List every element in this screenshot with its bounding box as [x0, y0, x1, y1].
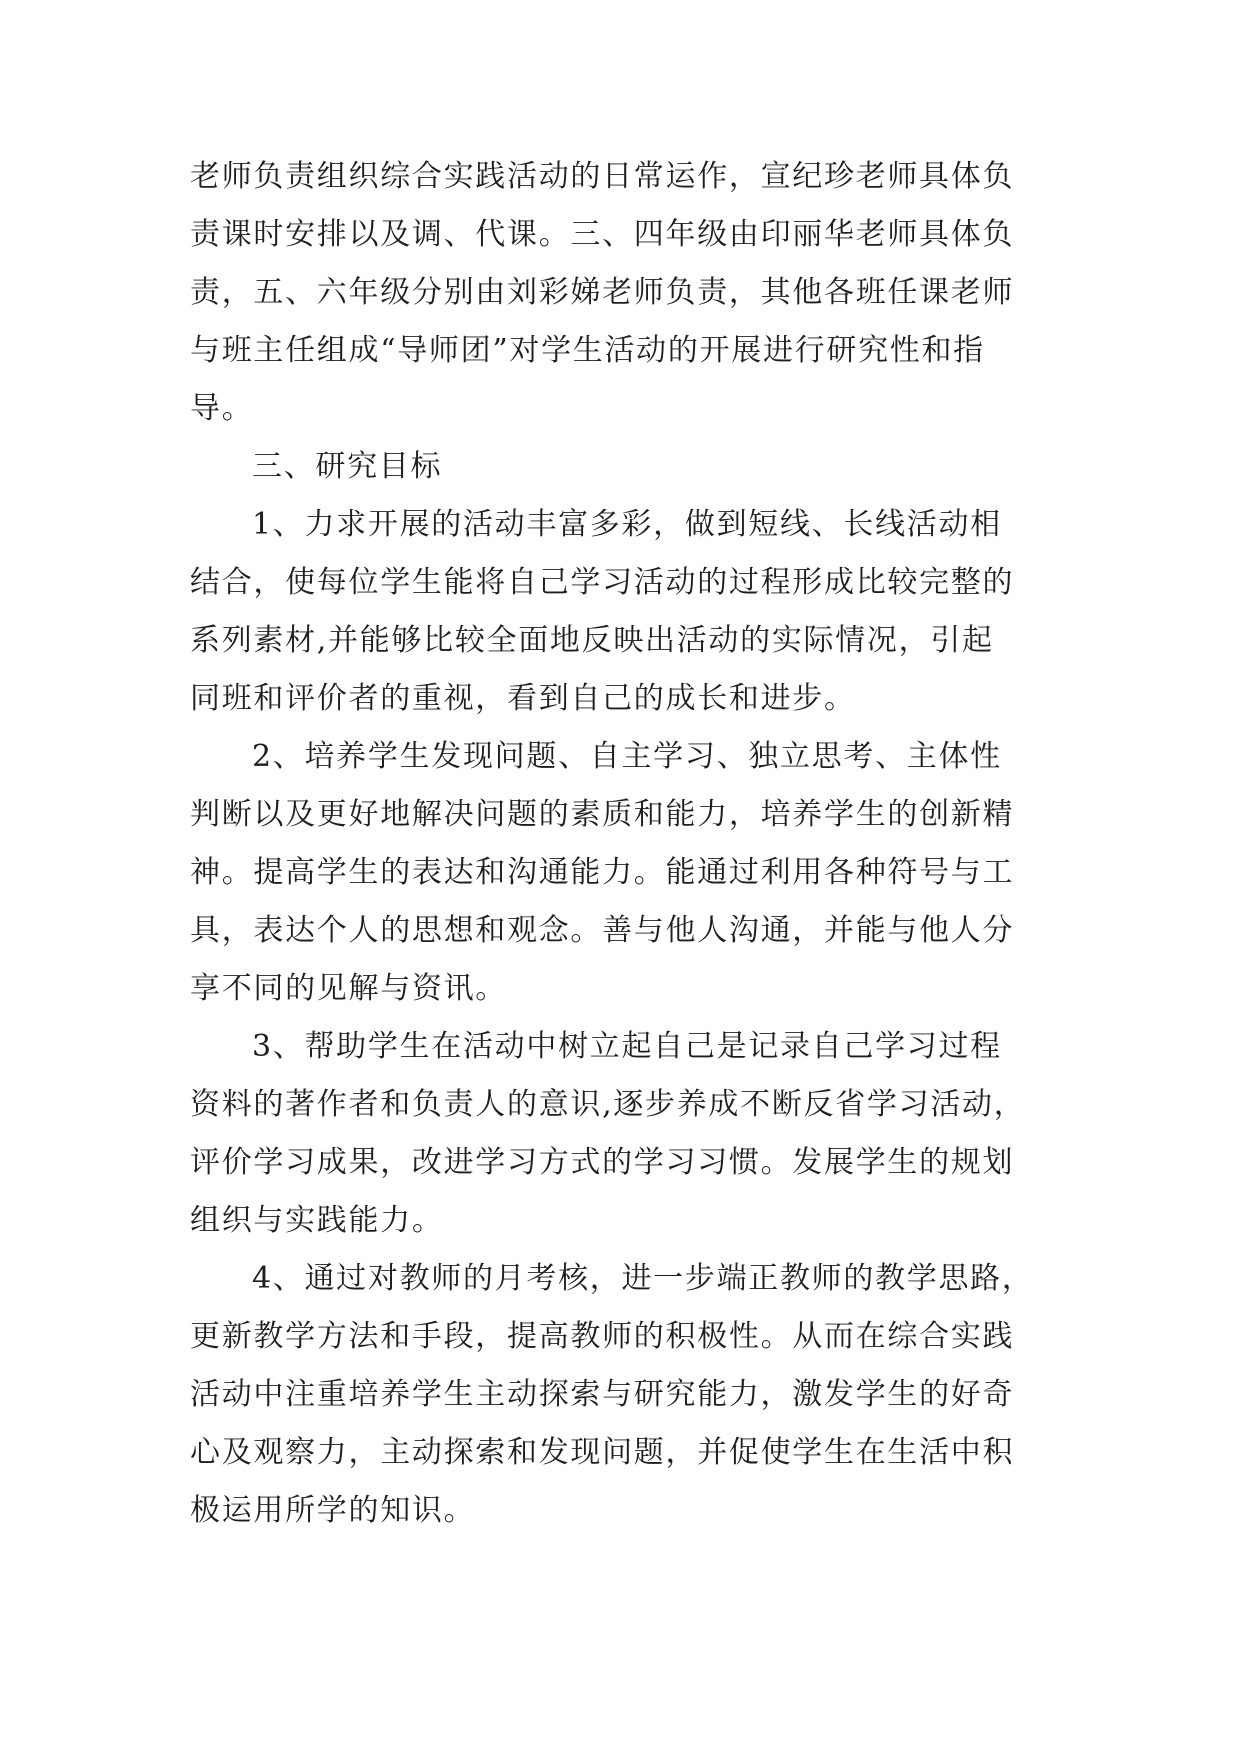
text-line: 判断以及更好地解决问题的素质和能力，培养学生的创新精 [190, 797, 1015, 832]
document-body [190, 148, 1050, 1540]
paragraph-goal-2 [190, 728, 1050, 1018]
text-line: 活动中注重培养学生主动探索与研究能力，激发学生的好奇 [190, 1377, 1015, 1412]
text-line: 与班主任组成“导师团”对学生活动的开展进行研究性和指 [190, 333, 985, 368]
text-line: 极运用所学的知识。 [190, 1493, 476, 1528]
section-heading-research-goals [190, 438, 1050, 496]
text-line: 神。提高学生的表达和沟通能力。能通过利用各种符号与工 [190, 855, 1015, 890]
text-line: 更新教学方法和手段，提高教师的积极性。从而在综合实践 [190, 1319, 1015, 1354]
text-line: 享不同的见解与资讯。 [190, 971, 507, 1006]
text-line: 3、帮助学生在活动中树立起自己是记录自己学习过程 [252, 1029, 1002, 1064]
text-line: 具，表达个人的思想和观念。善与他人沟通，并能与他人分 [190, 913, 1015, 948]
text-line: 2、培养学生发现问题、自主学习、独立思考、主体性 [252, 739, 1002, 774]
text-line: 责课时安排以及调、代课。三、四年级由印丽华老师具体负 [190, 217, 1015, 252]
text-line: 结合，使每位学生能将自己学习活动的过程形成比较完整的 [190, 565, 1015, 600]
text-line: 系列素材,并能够比较全面地反映出活动的实际情况，引起 [190, 623, 994, 658]
paragraph-goal-3 [190, 1018, 1050, 1250]
paragraph-goal-4 [190, 1250, 1050, 1540]
text-line: 心及观察力，主动探索和发现问题，并促使学生在生活中积 [190, 1435, 1015, 1470]
text-line: 4、通过对教师的月考核，进一步端正教师的教学思路， [252, 1261, 1034, 1296]
paragraph-goal-1 [190, 496, 1050, 728]
text-line: 同班和评价者的重视，看到自己的成长和进步。 [190, 681, 856, 716]
text-line: 导。 [190, 391, 254, 426]
text-line: 老师负责组织综合实践活动的日常运作，宣纪珍老师具体负 [190, 159, 1015, 194]
text-line: 资料的著作者和负责人的意识,逐步养成不断反省学习活动， [190, 1087, 1026, 1122]
text-line: 1、力求开展的活动丰富多彩，做到短线、长线活动相 [252, 507, 1002, 542]
text-line: 评价学习成果，改进学习方式的学习习惯。发展学生的规划 [190, 1145, 1015, 1180]
text-line: 组织与实践能力。 [190, 1203, 444, 1238]
paragraph-p1 [190, 148, 1050, 438]
text-line: 责，五、六年级分别由刘彩娣老师负责，其他各班任课老师 [190, 275, 1015, 310]
section-heading: 三、研究目标 [252, 449, 443, 484]
